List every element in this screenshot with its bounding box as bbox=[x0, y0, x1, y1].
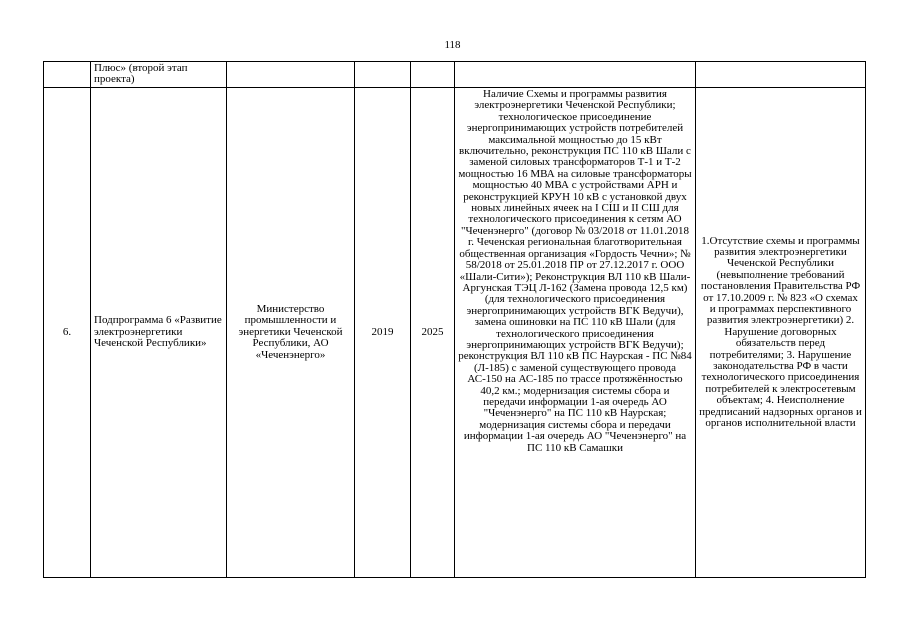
cell-risks-empty bbox=[696, 62, 866, 88]
cell-start-year-empty bbox=[355, 62, 411, 88]
page-number: 118 bbox=[444, 39, 461, 51]
cell-row-number: 6. bbox=[44, 88, 91, 578]
cell-subprogram-name: Подпрограмма 6 «Развитие электроэнергетики Чеченской Республики» bbox=[91, 88, 227, 578]
cell-num-empty bbox=[44, 62, 91, 88]
cell-start-year: 2019 bbox=[355, 88, 411, 578]
table-row-continuation bbox=[44, 62, 866, 88]
cell-end-year-empty bbox=[411, 62, 455, 88]
cell-end-year: 2025 bbox=[411, 88, 455, 578]
cell-executors-empty bbox=[227, 62, 355, 88]
cell-activities: Наличие Схемы и программы развития электроэнергетики Чеченской Республики; технологическое присоединение энергопринимающих устройств потребителей максимальной мощностью до 15 кВт включительно, реконструкция ПС 110 кВ Шали с заменой силовых трансформаторов Т-1 и Т-2 мощностью 16 МВА на силовые трансформаторы мощностью 40 МВА с устройствами АРН и реконструкцией КРУН 10 кВ с установкой двух новых линейных ячеек на I СШ и II СШ для технологического присоединения к сетям АО "Чеченэнерго" (договор № 03/2018 от 11.01.2018 г. Чеченская региональная благотворительная общественная организация «Гордость Чечни»; № 58/2018 от 25.01.2018 ПР от 27.12.2017 г. ООО «Шали-Сити»); Реконструкция ВЛ 110 кВ Шали-Аргунская ТЭЦ Л-162 (Замена провода 12,5 км) (для технологического присоединения энергопринимающих устройств ВГК Ведучи), замена ошиновки на ПС 110 кВ Шали (для технологического присоединения энергопринимающих устройств ВГК Ведучи); реконструкция ВЛ 110 кВ ПС Наурская - ПС №84 (Л-185) с заменой существующего провода АС-150 на АС-185 по трассе протяжённостью 40,2 км.; модернизация системы сбора и передачи информации 1-ая очередь АО "Чеченэнерго" на ПС 110 кВ Наурская; модернизация системы сбора и передачи информации 1-ая очередь АО "Чеченэнерго" на ПС 110 кВ Самашки bbox=[455, 88, 696, 578]
cell-activities-empty bbox=[455, 62, 696, 88]
cell-name-continuation: Плюс» (второй этап проекта) bbox=[91, 62, 227, 88]
cell-executors: Министерство промышленности и энергетики Чеченской Республики, АО «Чеченэнерго» bbox=[227, 88, 355, 578]
cell-risks: 1.Отсутствие схемы и программы развития электроэнергетики Чеченской Республики (невыполнение требований постановления Правительства РФ от 17.10.2009 г. № 823 «О схемах и программах перспективного развития электроэнергетики) 2. Нарушение договорных обязательств перед потребителями; 3. Нарушение законодательства РФ в части технологического присоединения потребителей к электросетевым объектам; 4. Неисполнение предписаний надзорных органов и органов исполнительной власти bbox=[696, 88, 866, 578]
table-row bbox=[44, 88, 866, 578]
program-table bbox=[43, 61, 866, 578]
